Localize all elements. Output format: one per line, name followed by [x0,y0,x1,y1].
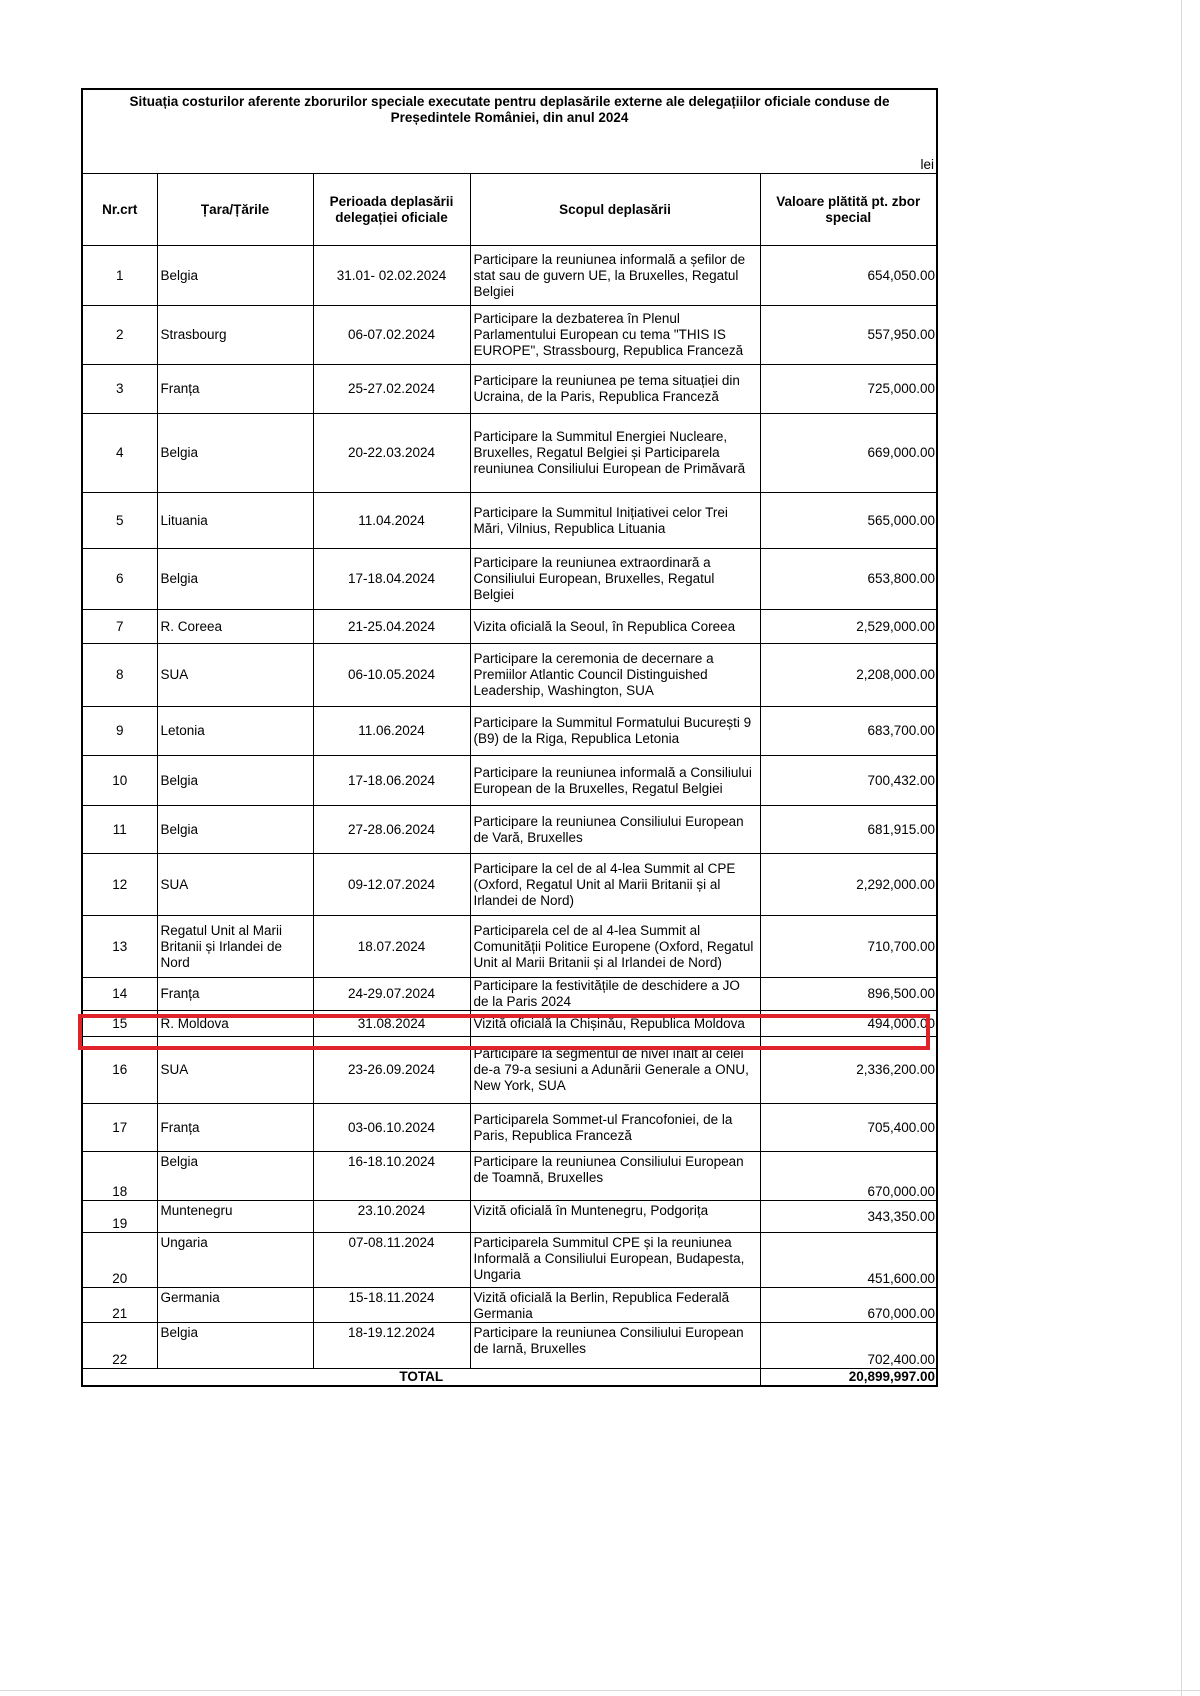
header-scop: Scopul deplasării [470,174,760,246]
row-perioada: 24-29.07.2024 [313,978,470,1011]
row-perioada: 18-19.12.2024 [313,1323,470,1369]
row-nr: 19 [82,1201,157,1233]
table-row [82,978,937,1011]
row-tara: Strasbourg [157,306,313,365]
row-tara: Germania [157,1288,313,1323]
row-scop: Participare la reuniunea Consiliului European de Iarnă, Bruxelles [470,1323,760,1369]
row-tara: SUA [157,1037,313,1104]
row-scop: Participare la ceremonia de decernare a Premiilor Atlantic Council Distinguished Leadership, Washington, SUA [470,644,760,707]
total-row [82,1369,937,1387]
header-nr: Nr.crt [82,174,157,246]
row-tara: Belgia [157,1323,313,1369]
row-perioada: 23-26.09.2024 [313,1037,470,1104]
row-nr: 16 [82,1037,157,1104]
row-nr: 13 [82,916,157,978]
row-nr: 10 [82,756,157,806]
row-nr: 9 [82,707,157,756]
table-row [82,644,937,707]
row-tara: Belgia [157,756,313,806]
row-valoare: 702,400.00 [760,1323,937,1369]
row-valoare: 451,600.00 [760,1233,937,1288]
row-tara: Franța [157,365,313,414]
row-scop: Vizită oficială în Muntenegru, Podgorița [470,1201,760,1233]
row-perioada: 27-28.06.2024 [313,806,470,854]
row-perioada: 16-18.10.2024 [313,1152,470,1201]
row-perioada: 18.07.2024 [313,916,470,978]
row-valoare: 2,529,000.00 [760,610,937,644]
row-scop: Participare la Summitul Inițiativei celor Trei Mări, Vilnius, Republica Lituania [470,493,760,549]
table-row [82,1201,937,1233]
row-valoare: 705,400.00 [760,1104,937,1152]
currency-unit: lei [82,156,937,174]
row-tara: Belgia [157,549,313,610]
header-row [82,174,937,246]
row-perioada: 06-10.05.2024 [313,644,470,707]
table-row [82,1152,937,1201]
row-perioada: 31.01- 02.02.2024 [313,246,470,306]
row-nr: 17 [82,1104,157,1152]
table-row [82,854,937,916]
table-row [82,756,937,806]
row-perioada: 06-07.02.2024 [313,306,470,365]
row-tara: Franța [157,1104,313,1152]
row-scop: Participare la segmentul de nivel înalt al celei de-a 79-a sesiuni a Adunării Generale a ONU, New York, SUA [470,1037,760,1104]
row-nr: 1 [82,246,157,306]
row-valoare: 653,800.00 [760,549,937,610]
row-nr: 6 [82,549,157,610]
table-row [82,365,937,414]
table-row [82,1104,937,1152]
row-nr: 21 [82,1288,157,1323]
cost-table [81,88,938,1387]
row-nr: 12 [82,854,157,916]
row-perioada: 09-12.07.2024 [313,854,470,916]
total-value: 20,899,997.00 [760,1369,937,1387]
row-tara: Franța [157,978,313,1011]
row-valoare: 557,950.00 [760,306,937,365]
row-scop: Participare la reuniunea informală a șefilor de stat sau de guvern UE, la Bruxelles, Regatul Belgiei [470,246,760,306]
row-valoare: 343,350.00 [760,1201,937,1233]
table-row [82,493,937,549]
row-valoare: 494,000.00 [760,1011,937,1037]
table-title: Situația costurilor aferente zborurilor speciale executate pentru deplasările externe ale delegațiilor oficiale conduse de Președintele României, din anul 2024 [82,89,937,156]
row-scop: Vizită oficială la Chișinău, Republica Moldova [470,1011,760,1037]
table-row [82,707,937,756]
row-scop: Participare la reuniunea Consiliului European de Vară, Bruxelles [470,806,760,854]
table-row [82,1233,937,1288]
row-perioada: 17-18.06.2024 [313,756,470,806]
row-valoare: 2,292,000.00 [760,854,937,916]
row-nr: 7 [82,610,157,644]
row-tara: Belgia [157,1152,313,1201]
page-edge [1181,0,1182,1696]
row-scop: Participare la Summitul Formatului București 9 (B9) de la Riga, Republica Letonia [470,707,760,756]
row-scop: Participare la reuniunea informală a Consiliului European de la Bruxelles, Regatul Belgiei [470,756,760,806]
table-row [82,246,937,306]
row-scop: Participare la dezbaterea în Plenul Parlamentului European cu tema "THIS IS EUROPE", Strassbourg, Republica Franceză [470,306,760,365]
header-tara: Țara/Țările [157,174,313,246]
row-scop: Vizită oficială la Berlin, Republica Federală Germania [470,1288,760,1323]
row-valoare: 669,000.00 [760,414,937,493]
row-nr: 15 [82,1011,157,1037]
row-tara: SUA [157,644,313,707]
table-row [82,549,937,610]
row-valoare: 670,000.00 [760,1288,937,1323]
row-perioada: 11.04.2024 [313,493,470,549]
row-tara: SUA [157,854,313,916]
table-row [82,414,937,493]
row-perioada: 25-27.02.2024 [313,365,470,414]
row-scop: Participare la reuniunea pe tema situației din Ucraina, de la Paris, Republica Franceză [470,365,760,414]
row-perioada: 23.10.2024 [313,1201,470,1233]
table-row [82,610,937,644]
row-tara: Lituania [157,493,313,549]
row-tara: Belgia [157,246,313,306]
row-tara: Belgia [157,806,313,854]
row-tara: Regatul Unit al Marii Britanii și Irlandei de Nord [157,916,313,978]
row-perioada: 17-18.04.2024 [313,549,470,610]
row-perioada: 03-06.10.2024 [313,1104,470,1152]
row-nr: 11 [82,806,157,854]
row-nr: 22 [82,1323,157,1369]
header-valoare: Valoare plătită pt. zbor special [760,174,937,246]
row-scop: Participarela cel de al 4-lea Summit al Comunității Politice Europene (Oxford, Regatul Unit al Marii Britanii și al Irlandei de Nord) [470,916,760,978]
row-nr: 18 [82,1152,157,1201]
header-perioada: Perioada deplasării delegației oficiale [313,174,470,246]
row-perioada: 21-25.04.2024 [313,610,470,644]
row-tara: R. Moldova [157,1011,313,1037]
row-valoare: 700,432.00 [760,756,937,806]
row-tara: R. Coreea [157,610,313,644]
row-perioada: 07-08.11.2024 [313,1233,470,1288]
row-scop: Participare la festivitățile de deschidere a JO de la Paris 2024 [470,978,760,1011]
row-scop: Participare la reuniunea extraordinară a Consiliului European, Bruxelles, Regatul Belgiei [470,549,760,610]
row-valoare: 681,915.00 [760,806,937,854]
row-nr: 20 [82,1233,157,1288]
row-tara: Muntenegru [157,1201,313,1233]
table-row [82,1323,937,1369]
row-valoare: 896,500.00 [760,978,937,1011]
table-row [82,1011,937,1037]
row-valoare: 683,700.00 [760,707,937,756]
row-tara: Ungaria [157,1233,313,1288]
row-valoare: 654,050.00 [760,246,937,306]
page-bottom-edge [0,1690,1200,1691]
table-row [82,916,937,978]
row-valoare: 565,000.00 [760,493,937,549]
row-scop: Participare la Summitul Energiei Nucleare, Bruxelles, Regatul Belgiei și Participarela reuniunea Consiliului European de Primăvară [470,414,760,493]
row-nr: 4 [82,414,157,493]
total-label: TOTAL [82,1369,760,1387]
row-scop: Participare la reuniunea Consiliului European de Toamnă, Bruxelles [470,1152,760,1201]
row-scop: Participare la cel de al 4-lea Summit al CPE (Oxford, Regatul Unit al Marii Britanii și al Irlandei de Nord) [470,854,760,916]
row-valoare: 710,700.00 [760,916,937,978]
row-nr: 14 [82,978,157,1011]
row-perioada: 11.06.2024 [313,707,470,756]
table-row [82,1037,937,1104]
row-tara: Letonia [157,707,313,756]
row-perioada: 15-18.11.2024 [313,1288,470,1323]
row-valoare: 2,336,200.00 [760,1037,937,1104]
row-scop: Participarela Summitul CPE și la reuniunea Informală a Consiliului European, Budapesta, Ungaria [470,1233,760,1288]
row-nr: 8 [82,644,157,707]
row-valoare: 725,000.00 [760,365,937,414]
row-valoare: 2,208,000.00 [760,644,937,707]
row-nr: 5 [82,493,157,549]
table-row [82,306,937,365]
row-scop: Participarela Sommet-ul Francofoniei, de la Paris, Republica Franceză [470,1104,760,1152]
row-nr: 3 [82,365,157,414]
row-tara: Belgia [157,414,313,493]
table-row [82,1288,937,1323]
row-scop: Vizita oficială la Seoul, în Republica Coreea [470,610,760,644]
row-valoare: 670,000.00 [760,1152,937,1201]
table-row [82,806,937,854]
row-perioada: 20-22.03.2024 [313,414,470,493]
row-perioada: 31.08.2024 [313,1011,470,1037]
row-nr: 2 [82,306,157,365]
